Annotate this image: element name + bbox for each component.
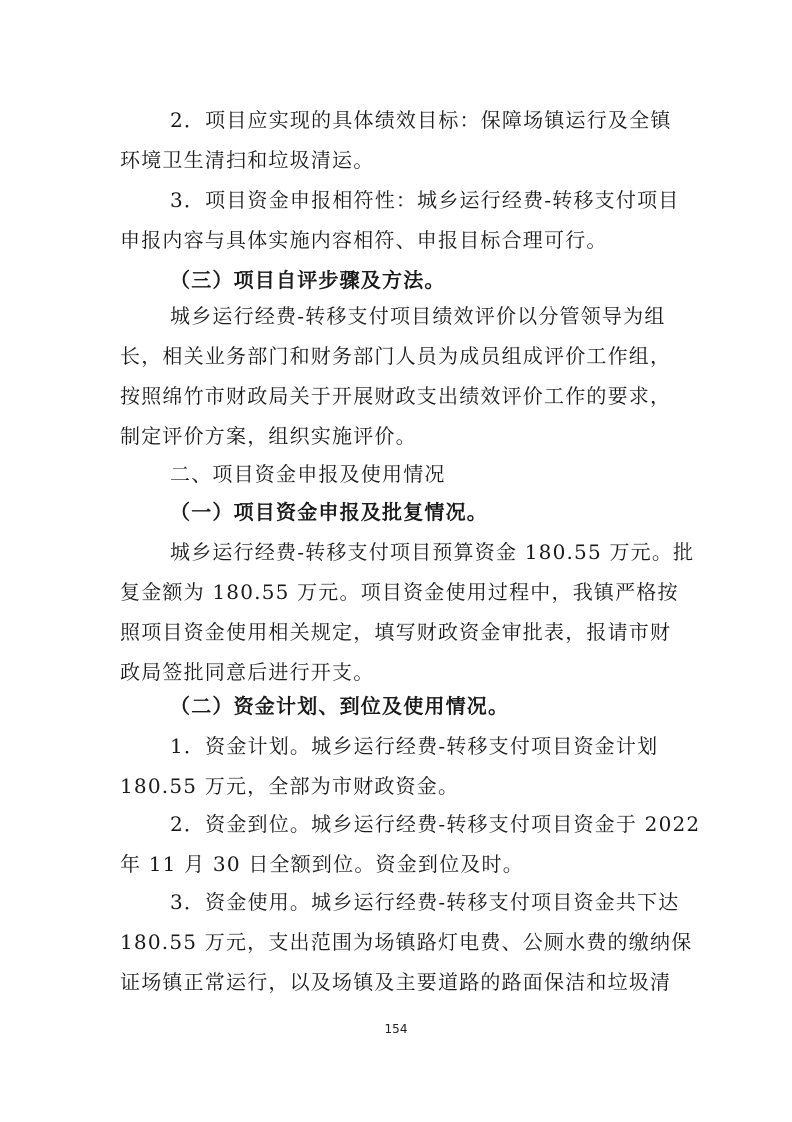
heading-section-two (120, 454, 680, 494)
heading-text: 二、项目资金申报及使用情况 (170, 462, 446, 486)
text-line: 180.55 万元，全部为市财政资金。 (120, 774, 460, 798)
text-line: 城乡运行经费-转移支付项目预算资金 180.55 万元。批 (170, 540, 695, 564)
text-line: 证场镇正常运行，以及场镇及主要道路的路面保洁和垃圾清 (120, 970, 672, 994)
text-line: 照项目资金使用相关规定，填写财政资金审批表，报请市财 (120, 620, 672, 644)
paragraph-performance-goal (120, 100, 680, 180)
page-number: 154 (384, 1022, 408, 1036)
heading-text: （三）项目自评步骤及方法。 (170, 268, 446, 292)
text-line: 3．项目资金申报相符性：城乡运行经费-转移支付项目 (170, 188, 680, 212)
text-line: 申报内容与具体实施内容相符、申报目标合理可行。 (120, 228, 608, 252)
paragraph-fund-conformity (120, 180, 680, 260)
heading-fund-application (120, 492, 680, 532)
heading-self-evaluation-steps (120, 260, 680, 300)
text-line: 180.55 万元，支出范围为场镇路灯电费、公厕水费的缴纳保 (120, 930, 693, 954)
text-line: 复金额为 180.55 万元。项目资金使用过程中，我镇严格按 (120, 580, 679, 604)
heading-text: （一）项目资金申报及批复情况。 (170, 500, 488, 524)
text-line: 年 11 月 30 日全额到位。资金到位及时。 (120, 852, 524, 876)
text-line: 环境卫生清扫和垃圾清运。 (120, 148, 375, 172)
text-line: 长，相关业务部门和财务部门人员为成员组成评价工作组， (120, 344, 672, 368)
heading-fund-plan-usage (120, 686, 680, 726)
text-line: 政局签批同意后进行开支。 (120, 660, 375, 684)
heading-text: （二）资金计划、到位及使用情况。 (170, 694, 510, 718)
text-line: 制定评价方案，组织实施评价。 (120, 424, 417, 448)
paragraph-evaluation-method (120, 296, 680, 456)
paragraph-fund-usage (120, 882, 693, 1002)
paragraph-fund-plan (120, 726, 680, 806)
text-line: 按照绵竹市财政局关于开展财政支出绩效评价工作的要求， (120, 384, 672, 408)
text-line: 1．资金计划。城乡运行经费-转移支付项目资金计划 (170, 734, 659, 758)
text-line: 2．项目应实现的具体绩效目标：保障场镇运行及全镇 (170, 108, 672, 132)
paragraph-fund-arrival (120, 804, 701, 884)
paragraph-budget-approval (120, 532, 695, 692)
text-line: 2．资金到位。城乡运行经费-转移支付项目资金于 2022 (170, 812, 701, 836)
text-line: 3．资金使用。城乡运行经费-转移支付项目资金共下达 (170, 890, 680, 914)
text-line: 城乡运行经费-转移支付项目绩效评价以分管领导为组 (170, 304, 666, 328)
